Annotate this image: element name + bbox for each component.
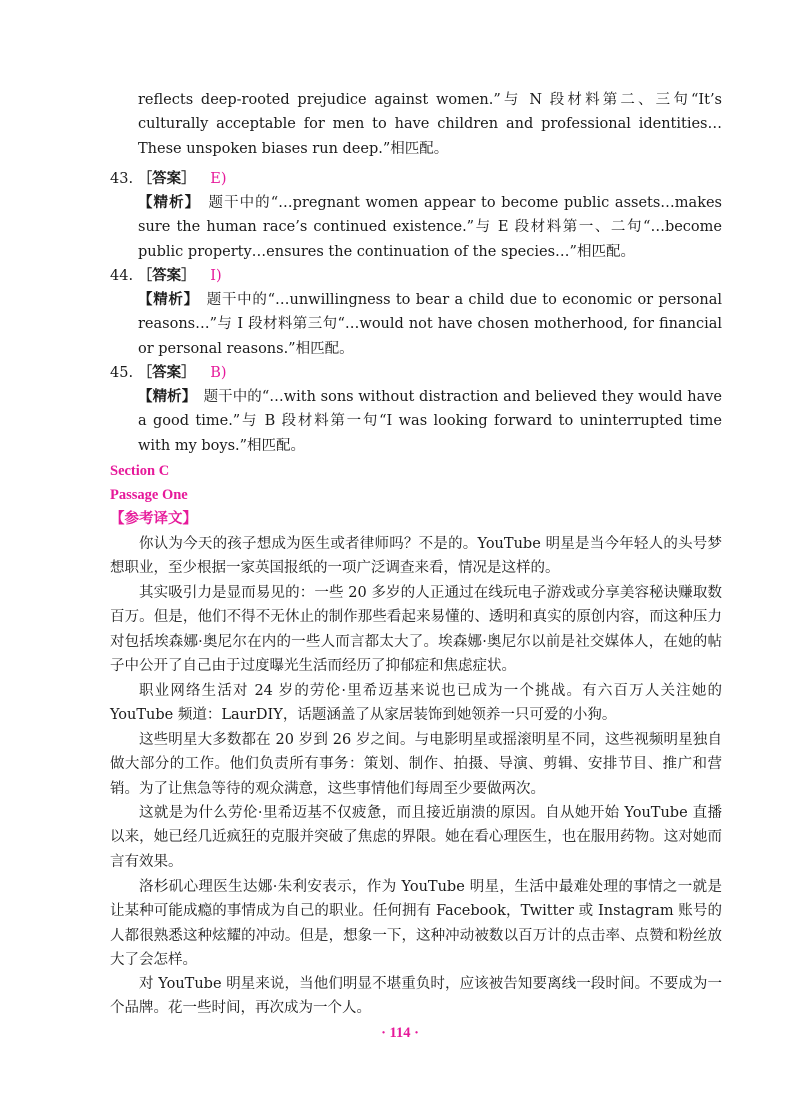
continuation-text: reflects deep-rooted prejudice against women.”与 N 段材料第二、三句“It’s culturally acceptable for men to have children and professional identities…These unspoken biases run deep.”相匹配。 (138, 92, 722, 157)
question-43-analysis (138, 191, 722, 264)
translation-paragraph-1: 你认为今天的孩子想成为医生或者律师吗？不是的。YouTube 明星是当今年轻人的头号梦想职业，至少根据一家英国报纸的一项广泛调查来看，情况是这样的。 (110, 536, 722, 577)
translation-paragraph-5: 这就是为什么劳伦·里希迈基不仅疲惫，而且接近崩溃的原因。自从她开始 YouTube 直播以来，她已经几近疯狂的克服并突破了焦虑的界限。她在看心理医生，也在服用药物。这对她而言有效果。 (110, 805, 722, 870)
page-number: · 114 · (381, 1025, 419, 1041)
analysis-label: 【精析】 (138, 291, 199, 308)
analysis-text: 题干中的“…pregnant women appear to become public assets…makes sure the human race’s continued existence.”与 E 段材料第一、二句“…become public property…ensures the continuation of the species…”相匹配。 (138, 195, 723, 260)
translation-label: 【参考译文】 (110, 511, 197, 527)
analysis-text: 题干中的“…with sons without distraction and believed they would have a good time.”与 B 段材料第一句“I was looking forward to uninterrupted time with my boys.”相匹配。 (138, 389, 722, 454)
question-44-answer-line (110, 264, 222, 288)
answer-value: E) (210, 171, 227, 187)
translation-paragraph-7: 对 YouTube 明星来说，当他们明显不堪重负时，应该被告知要离线一段时间。不要成为一个品牌。花一些时间，再次成为一个人。 (110, 976, 722, 1017)
answer-label: ［答案］ (137, 267, 196, 284)
passage-heading: Passage One (110, 487, 188, 503)
translation-paragraph-3: 职业网络生活对 24 岁的劳伦·里希迈基来说也已成为一个挑战。有六百万人关注她的 YouTube 频道：LaurDIY，话题涵盖了从家居装饰到她领养一只可爱的小狗。 (110, 683, 722, 724)
answer-value: I) (210, 268, 222, 284)
question-45-answer-line (110, 361, 227, 385)
translation-paragraph-4: 这些明星大多数都在 20 岁到 26 岁之间。与电影明星或摇滚明星不同，这些视频明星独自做大部分的工作。他们负责所有事务：策划、制作、拍摄、导演、剪辑、安排节目、推广和营销。为了让焦急等待的观众满意，这些事情他们每周至少要做两次。 (110, 732, 722, 797)
question-43-answer-line (110, 167, 227, 191)
answer-value: B) (210, 365, 227, 381)
answer-label: ［答案］ (137, 364, 196, 381)
question-44-analysis (138, 288, 722, 361)
section-heading: Section C (110, 463, 170, 479)
analysis-text: 题干中的“…unwillingness to bear a child due to economic or personal reasons…”与 I 段材料第三句“…would not have chosen motherhood, for financial or personal reasons.”相匹配。 (138, 292, 722, 357)
translation-paragraph-2: 其实吸引力是显而易见的：一些 20 多岁的人正通过在线玩电子游戏或分享美容秘诀赚取数百万。但是，他们不得不无休止的制作那些看起来易懂的、透明和真实的原创内容，而这种压力对包括埃森娜·奥尼尔在内的一些人而言都太大了。埃森娜·奥尼尔以前是社交媒体人，在她的帖子中公开了自己由于过度曝光生活而经历了抑郁症和焦虑症状。 (110, 585, 722, 674)
question-number: 45. (110, 365, 134, 381)
question-45-analysis (138, 385, 722, 458)
answer-label: ［答案］ (137, 170, 196, 187)
analysis-label: 【精析】 (138, 388, 197, 405)
analysis-label: 【精析】 (138, 194, 201, 211)
question-number: 43. (110, 171, 134, 187)
translation-paragraph-6: 洛杉矶心理医生达娜·朱利安表示，作为 YouTube 明星，生活中最难处理的事情之一就是让某种可能成瘾的事情成为自己的职业。任何拥有 Facebook，Twitter 或 Instagram 账号的人都很熟悉这种炫耀的冲动。但是，想象一下，这种冲动被数以百万计的点击率、点赞和粉丝放大了会怎样。 (110, 879, 722, 968)
question-number: 44. (110, 268, 134, 284)
